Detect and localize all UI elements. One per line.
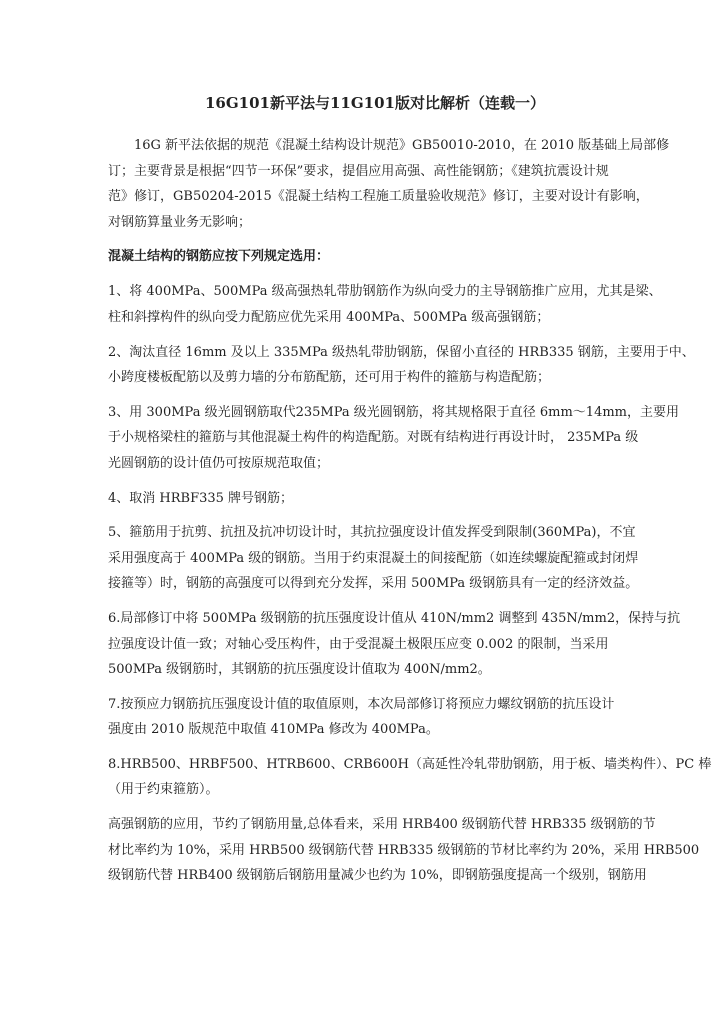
spacer <box>108 803 628 812</box>
list-item-line: 2、淘汰直径 16mm 及以上 335MPa 级热轧带肋钢筋，保留小直径的 HRB335 钢筋，主要用于中、 <box>108 344 695 360</box>
list-item-7 <box>108 692 628 743</box>
spacer <box>108 391 628 400</box>
document-title: 16G101新平法与11G101版对比解析（连载一） <box>205 94 545 112</box>
intro-line: 16G 新平法依据的规范《混凝土结构设计规范》GB50010-2010，在 2010 版基础上局部修 <box>134 138 670 153</box>
spacer <box>108 597 628 606</box>
list-item-line: 拉强度设计值一致；对轴心受压构件，由于受混凝土极限压应变 0.002 的限制，当采用 <box>108 636 609 652</box>
list-item-line: 强度由 2010 版规范中取值 410MPa 修改为 400MPa。 <box>108 722 439 738</box>
spacer <box>108 477 628 486</box>
list-item-1 <box>108 279 662 330</box>
closing-line: 材比率约为 10%，采用 HRB500 级钢筋代替 HRB335 级钢筋的节材比率约为 20%，采用 HRB500 <box>108 842 700 858</box>
spacer <box>108 270 628 279</box>
section-heading: 混凝土结构的钢筋应按下列规定选用： <box>108 249 330 265</box>
list-item-line: 7.按预应力钢筋抗压强度设计值的取值原则，本次局部修订将预应力螺纹钢筋的抗压设计 <box>108 696 615 712</box>
intro-line: 对钢筋算量业务无影响； <box>108 214 252 230</box>
list-item-2 <box>108 340 695 391</box>
list-item-line: 500MPa 级钢筋时，其钢筋的抗压强度设计值取为 400N/mm2。 <box>108 662 491 678</box>
closing-line: 高强钢筋的应用，节约了钢筋用量,总体看来，采用 HRB400 级钢筋代替 HRB335 级钢筋的节 <box>108 817 656 833</box>
spacer <box>108 743 628 752</box>
spacer <box>108 331 628 340</box>
list-item-line: 3、用 300MPa 级光圆钢筋取代235MPa 级光圆钢筋，将其规格限于直径 6mm～14mm，主要用 <box>108 404 679 420</box>
list-item-line: （用于约束箍筋）。 <box>108 782 219 798</box>
list-item-line: 于小规格梁柱的箍筋与其他混凝土构件的构造配筋。对既有结构进行再设计时， 235MPa 级 <box>108 430 639 446</box>
list-item-line: 8.HRB500、HRBF500、HTRB600、CRB600H（高延性冷轧带肋钢筋，用于板、墙类构件）、PC 棒 <box>108 756 712 772</box>
list-item-8 <box>108 752 712 803</box>
spacer <box>108 683 628 692</box>
list-item-line: 柱和斜撑构件的纵向受力配筋应优先采用 400MPa、500MPa 级高强钢筋； <box>108 309 550 325</box>
list-item-6 <box>108 606 681 683</box>
list-item-line: 5、箍筋用于抗剪、抗扭及抗冲切设计时，其抗拉强度设计值发挥受到限制(360MPa)，不宜 <box>108 525 636 541</box>
list-item-line: 小跨度楼板配筋以及剪力墙的分布筋配筋，还可用于构件的箍筋与构造配筋； <box>108 370 551 386</box>
intro-paragraph <box>108 133 670 235</box>
list-item-line: 采用强度高于 400MPa 级的钢筋。当用于约束混凝土的间接配筋（如连续螺旋配箍或封闭焊 <box>108 550 639 566</box>
spacer <box>108 511 628 520</box>
intro-line: 订；主要背景是根据“四节一环保”要求，提倡应用高强、高性能钢筋；《建筑抗震设计规 <box>108 163 609 179</box>
list-item-line: 1、将 400MPa、500MPa 级高强热轧带肋钢筋作为纵向受力的主导钢筋推广应用，尤其是梁、 <box>108 284 662 300</box>
list-item-4 <box>108 486 628 512</box>
list-item-3 <box>108 400 679 477</box>
list-item-line: 接箍等）时，钢筋的高强度可以得到充分发挥，采用 500MPa 级钢筋具有一定的经济效益。 <box>108 576 639 592</box>
list-item-line: 4、取消 HRBF335 牌号钢筋； <box>108 490 294 506</box>
closing-line: 级钢筋代替 HRB400 级钢筋后钢筋用量减少也约为 10%，即钢筋强度提高一个级别，钢筋用 <box>108 868 647 884</box>
closing-paragraph <box>108 812 700 889</box>
list-item-line: 光圆钢筋的设计值仍可按原规范取值； <box>108 455 330 471</box>
list-item-line: 6.局部修订中将 500MPa 级钢筋的抗压强度设计值从 410N/mm2 调整到 435N/mm2，保持与抗 <box>108 610 681 626</box>
list-item-5 <box>108 520 639 597</box>
intro-line: 范》修订，GB50204-2015《混凝土结构工程施工质量验收规范》修订，主要对设计有影响， <box>108 189 649 205</box>
spacer <box>108 235 628 244</box>
